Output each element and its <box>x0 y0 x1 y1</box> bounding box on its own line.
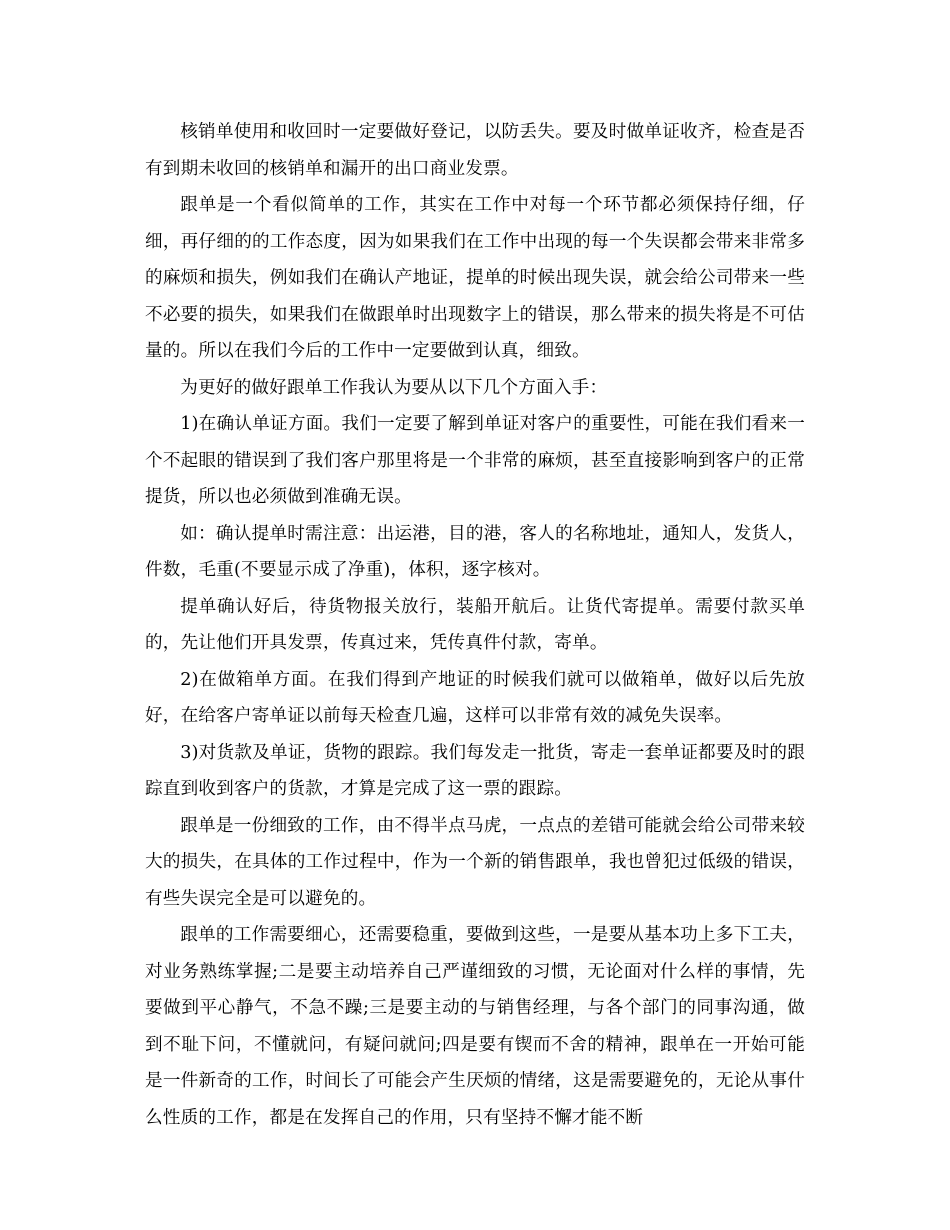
paragraph-bill-of-lading-checklist: 如：确认提单时需注意：出运港，目的港，客人的名称地址，通知人，发货人，件数，毛重(不要显示成了净重)，体积，逐字核对。 <box>145 523 805 580</box>
paragraph-ledger-registration: 核销单使用和收回时一定要做好登记，以防丢失。要及时做单证收齐，检查是否有到期未收回的核销单和漏开的出口商业发票。 <box>145 122 805 179</box>
document-body <box>145 114 805 1136</box>
paragraph-meticulous-work: 跟单是一份细致的工作，由不得半点马虎，一点点的差错可能就会给公司带来较大的损失，在具体的工作过程中，作为一个新的销售跟单，我也曾犯过低级的错误，有些失误完全是可以避免的。 <box>145 815 805 909</box>
paragraph-packing-list: 2)在做箱单方面。在我们得到产地证的时候我们就可以做箱单，做好以后先放好，在给客户寄单证以前每天检查几遍，这样可以非常有效的减免失误率。 <box>145 669 805 726</box>
paragraph-confirm-documents: 1)在确认单证方面。我们一定要了解到单证对客户的重要性，可能在我们看来一个不起眼的错误到了我们客户那里将是一个非常的麻烦，甚至直接影响到客户的正常提货，所以也必须做到准确无误。 <box>145 414 805 507</box>
paragraph-careful-attitude: 跟单是一个看似简单的工作，其实在工作中对每一个环节都必须保持仔细，仔细，再仔细的的工作态度，因为如果我们在工作中出现的每一个失误都会带来非常多的麻烦和损失，例如我们在确认产地证，提单的时候出现失误，就会给公司带来一些不必要的损失，如果我们在做跟单时出现数字上的错误，那么带来的损失将是不可估量的。所以在我们今后的工作中一定要做到认真，细致。 <box>145 195 805 361</box>
paragraph-aspects-intro: 为更好的做好跟单工作我认为要从以下几个方面入手： <box>180 377 608 398</box>
paragraph-payment-tracking: 3)对货款及单证，货物的跟踪。我们每发走一批货，寄走一套单证都要及时的跟踪直到收到客户的货款，才算是完成了这一票的跟踪。 <box>145 742 805 799</box>
paragraph-requirements: 跟单的工作需要细心，还需要稳重，要做到这些，一是要从基本功上多下工夫，对业务熟练掌握;二是要主动培养自己严谨细致的习惯，无论面对什么样的事情，先要做到平心静气，不急不躁;三是要主动的与销售经理，与各个部门的同事沟通，做到不耻下问，不懂就问，有疑问就问;四是要有锲而不舍的精神，跟单在一开始可能是一件新奇的工作，时间长了可能会产生厌烦的情绪，这是需要避免的，无论从事什么性质的工作，都是在发挥自己的作用，只有坚持不懈才能不断 <box>145 925 805 1128</box>
paragraph-after-bill-confirmed: 提单确认好后，待货物报关放行，装船开航后。让货代寄提单。需要付款买单的，先让他们开具发票，传真过来，凭传真件付款，寄单。 <box>145 596 805 653</box>
